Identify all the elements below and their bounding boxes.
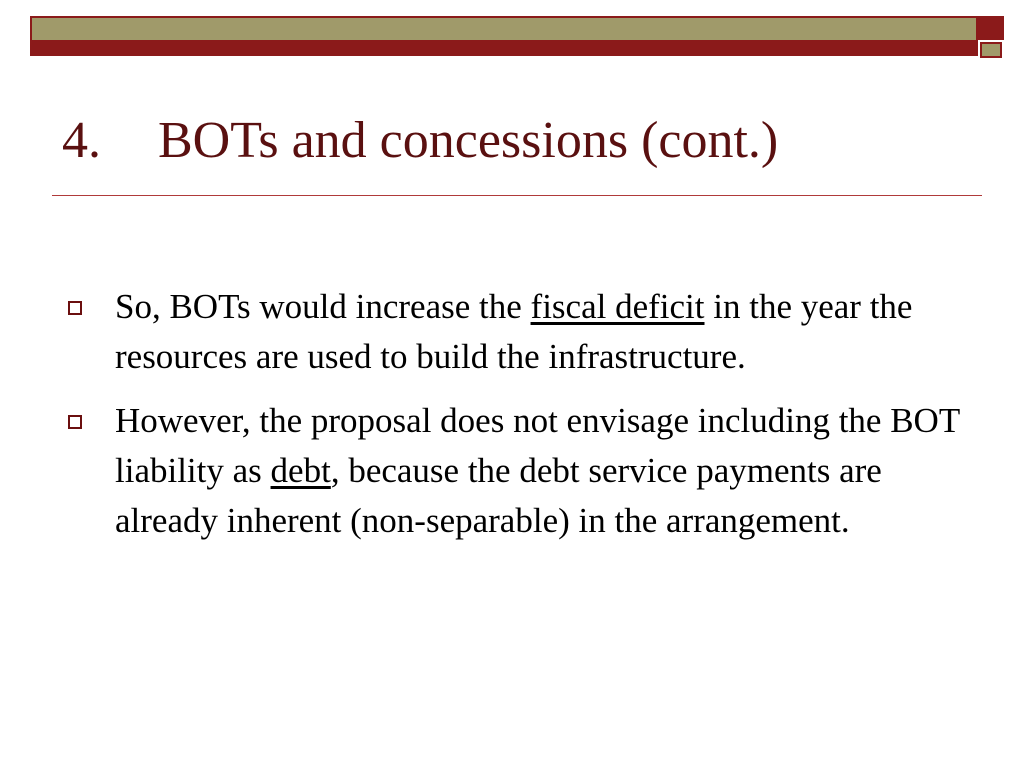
- slide-title: [62, 112, 778, 169]
- bullet-list: [0, 282, 1024, 560]
- bullet-text-after: , because the debt service payments are already inherent (non-separable) in the arrangement.: [115, 451, 882, 540]
- bullet-underlined-term: fiscal deficit: [530, 287, 705, 326]
- top-decorative-bar: [30, 16, 978, 56]
- bullet-text-before: So, BOTs would increase the: [115, 287, 531, 326]
- title-number: 4.: [62, 112, 101, 169]
- bullet-item: [0, 396, 1024, 546]
- hollow-square-icon: [68, 415, 82, 429]
- top-bar-olive-band: [32, 18, 976, 40]
- title-divider: [52, 195, 982, 196]
- corner-decoration: [978, 16, 1004, 58]
- bullet-underlined-term: debt: [270, 451, 331, 490]
- bullet-text-after: in the year the resources are used to build the infrastructure.: [115, 287, 913, 376]
- bullet-text-before: However, the proposal does not envisage including the BOT liability as: [115, 401, 960, 490]
- title-text: BOTs and concessions (cont.): [158, 112, 779, 169]
- hollow-square-icon: [68, 301, 82, 315]
- corner-square-top: [978, 16, 1004, 40]
- corner-square-bottom: [980, 42, 1002, 58]
- bullet-item: [0, 282, 1024, 382]
